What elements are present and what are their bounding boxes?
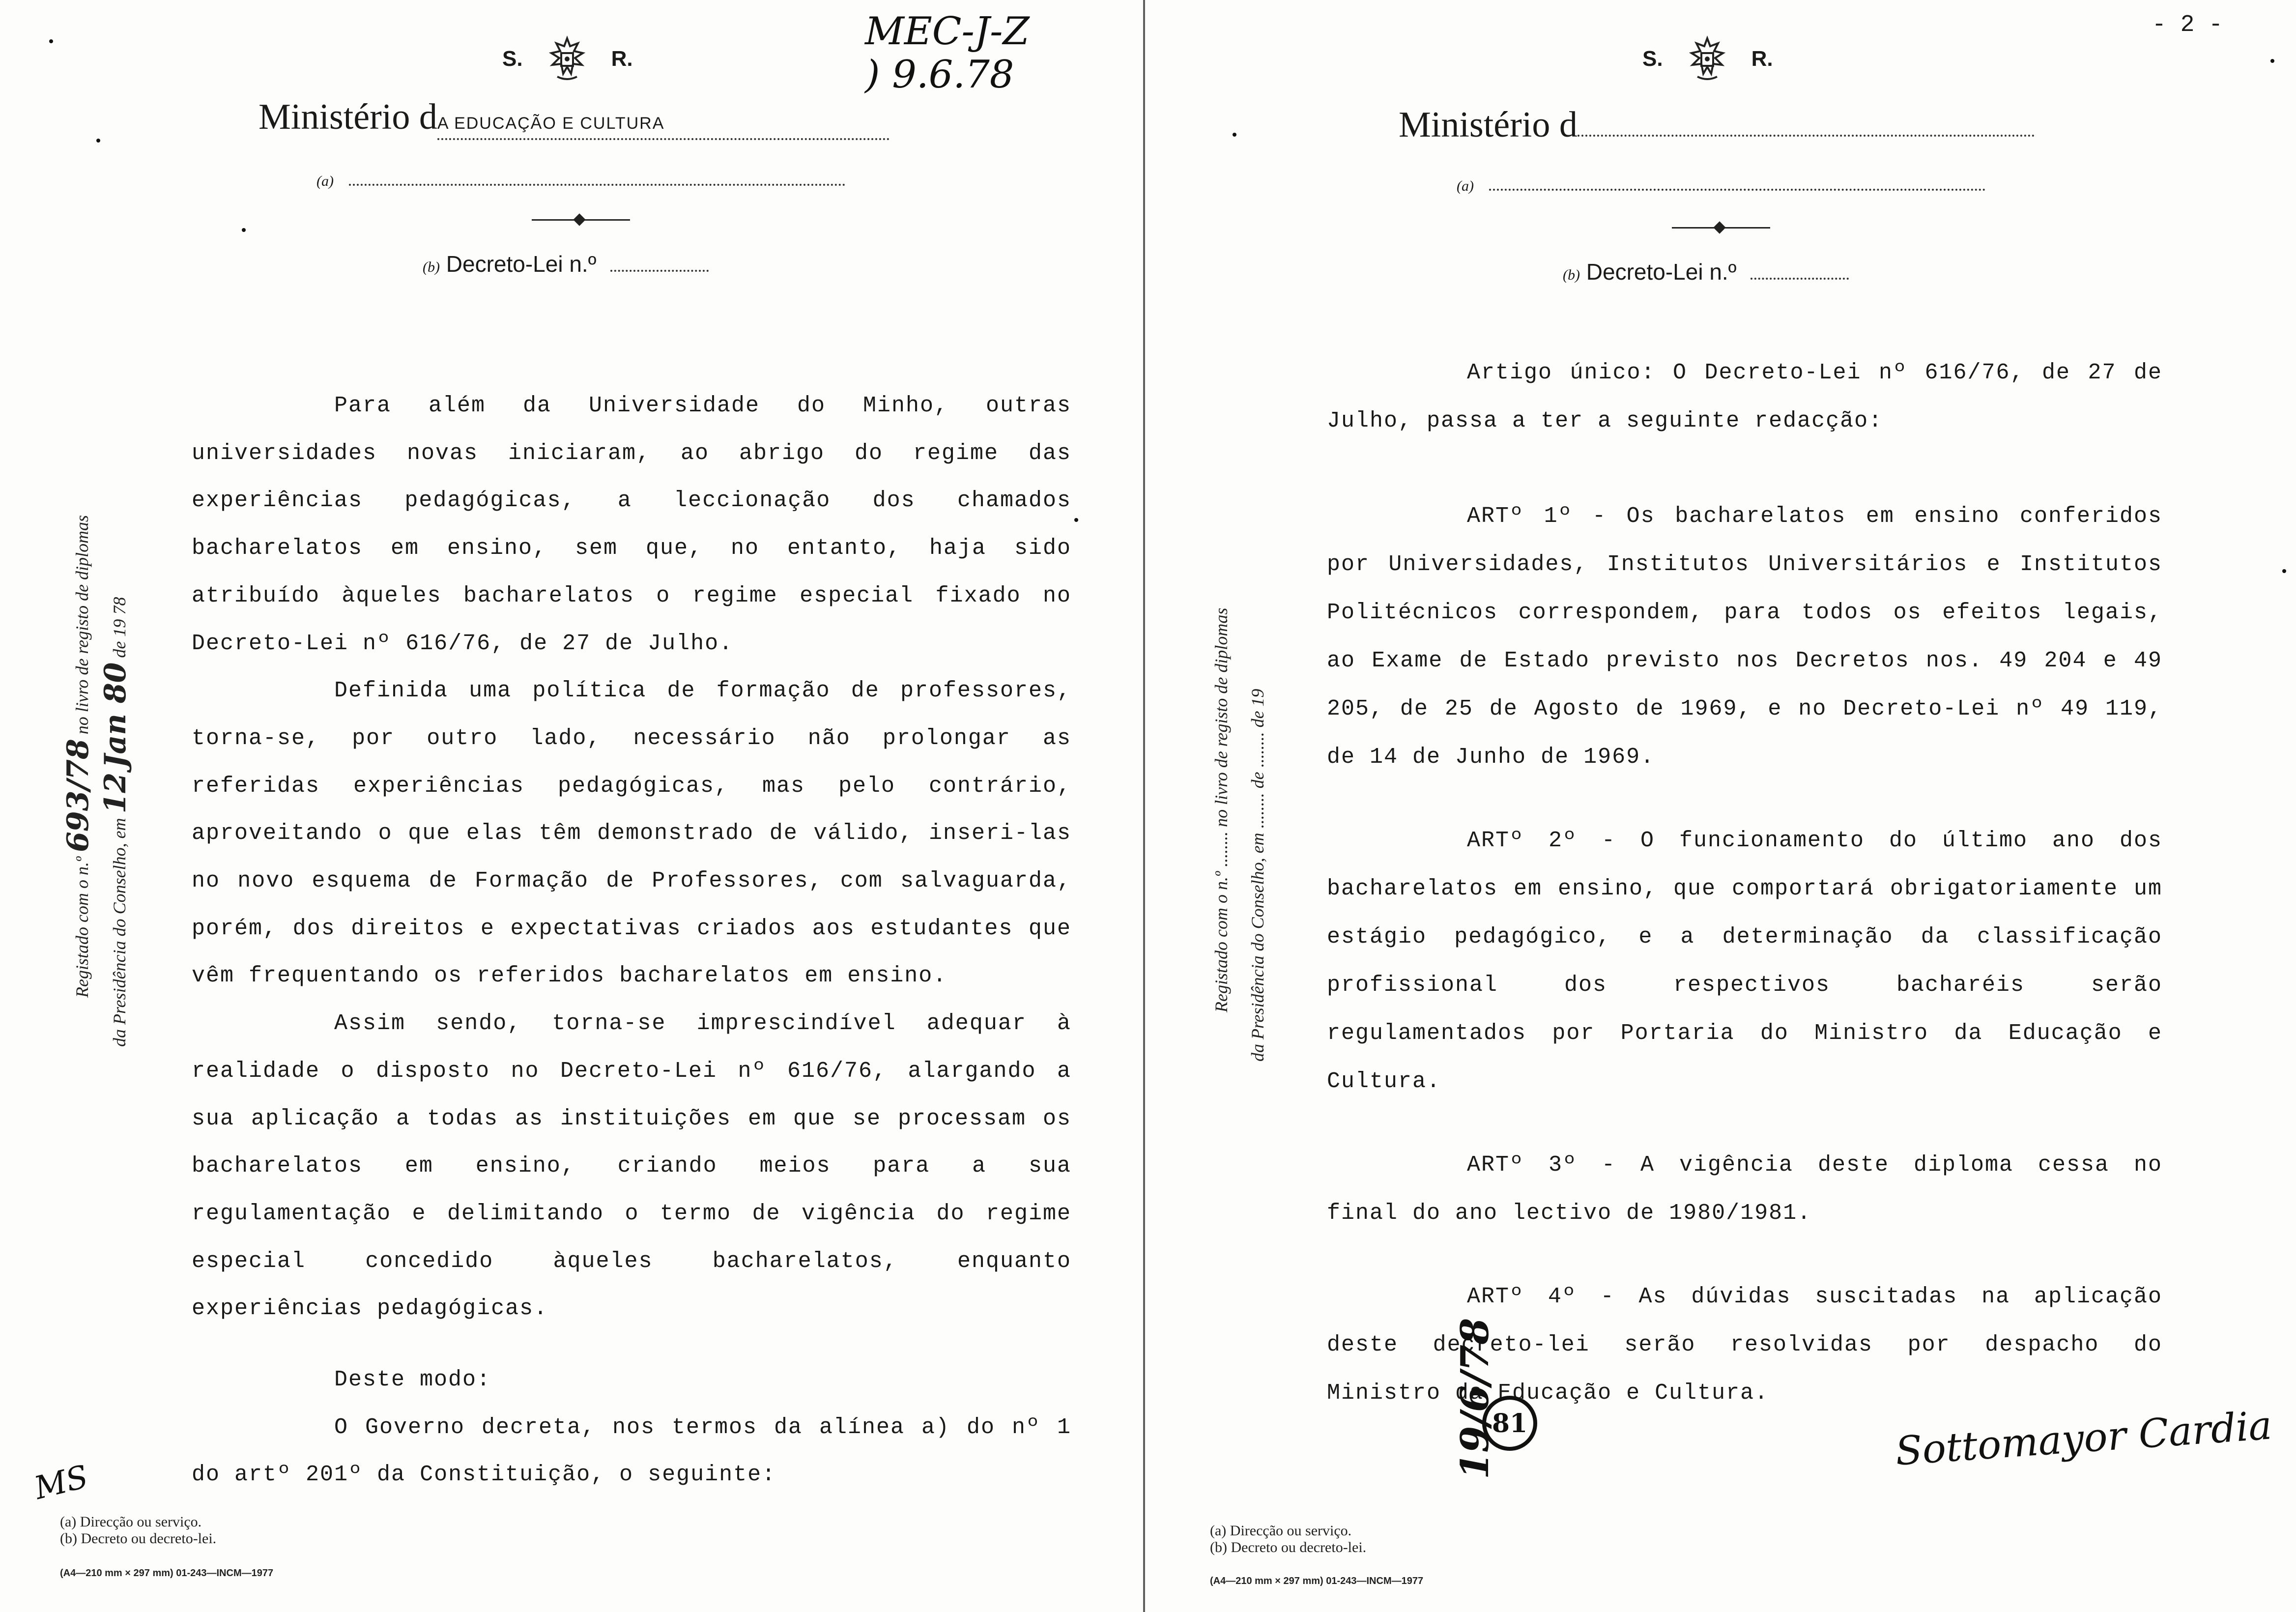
margin-register-line2: da Presidência do Conselho, em ........ de ........ de 19 bbox=[1248, 689, 1267, 1062]
minister-signature: Sottomayor Cardia bbox=[1894, 1402, 2273, 1474]
margin-register-line1 bbox=[61, 515, 95, 998]
scan-speck bbox=[2282, 569, 2286, 573]
article-unico: Artigo único: O Decreto-Lei nº 616/76, de 27 de Julho, passa a ter a seguinte redacção: bbox=[1327, 360, 2162, 433]
preamble-text bbox=[192, 382, 1071, 1499]
ministry-line bbox=[1399, 104, 2035, 146]
b-marker: (b) bbox=[1563, 267, 1580, 283]
ministry-prefix: Ministério d bbox=[1399, 105, 1578, 145]
header-initial-right: R. bbox=[611, 47, 633, 71]
scan-speck bbox=[96, 139, 100, 143]
ministry-name: A EDUCAÇÃO E CULTURA bbox=[437, 114, 665, 133]
handwritten-reference bbox=[865, 10, 1030, 96]
register-month: Jan 80 bbox=[98, 662, 133, 768]
paragraph-3: Assim sendo, torna-se imprescindível adequar à realidade o disposto no Decreto-Lei nº 616/76, alargando a sua aplicação a todas as instituições em que se processam os bacharelatos em ensino, criando meios para a sua regulamentação e delimitando o termo de vigência do regime especial concedido àqueles bacharelatos, enquanto experiências pedagógicas. bbox=[192, 1011, 1071, 1322]
page-header bbox=[1642, 34, 1773, 84]
register-date-prefix: da Presidência do Conselho, em bbox=[110, 818, 129, 1047]
page-number: - 2 - bbox=[2152, 12, 2223, 38]
footnotes bbox=[1210, 1523, 1366, 1556]
divider-rule bbox=[532, 219, 630, 221]
direction-line bbox=[1457, 178, 1985, 195]
footnote-b: (b) Decreto ou decreto-lei. bbox=[60, 1530, 217, 1547]
header-initial-left: S. bbox=[1642, 47, 1663, 71]
a-marker: (a) bbox=[316, 173, 334, 189]
article-3: ARTº 3º - A vigência deste diploma cessa no final do ano lectivo de 1980/1981. bbox=[1327, 1152, 2162, 1226]
decree-label: Decreto-Lei n.º bbox=[1586, 259, 1737, 285]
right-page bbox=[1148, 0, 2296, 1612]
footnotes bbox=[60, 1514, 216, 1547]
footnote-a: (a) Direcção ou serviço. bbox=[60, 1514, 202, 1530]
articles-text bbox=[1327, 349, 2162, 1453]
direction-line bbox=[316, 173, 845, 190]
page-fold bbox=[1143, 0, 1145, 1612]
scan-speck bbox=[1233, 133, 1236, 137]
paragraph-4: Deste modo: bbox=[334, 1367, 491, 1393]
register-number: 693/78 bbox=[61, 739, 95, 852]
coat-of-arms-icon bbox=[543, 34, 592, 84]
register-prefix: Registado com o n.º bbox=[72, 856, 92, 998]
scan-speck bbox=[242, 228, 246, 232]
handwritten-ref-line2: ) 9.6.78 bbox=[865, 53, 1014, 97]
footnote-a: (a) Direcção ou serviço. bbox=[1210, 1523, 1352, 1539]
divider-rule bbox=[1672, 227, 1770, 229]
paragraph-2: Definida uma política de formação de professores, torna-se, por outro lado, necessário não prolongar as referidas experiências pedagógicas, mas pelo contrário, aproveitando o que elas têm demonstrado de válido, inseri-las no novo esquema de Formação de Professores, com salvaguarda, porém, dos direitos e expectativas criados aos estudantes que vêm frequentando os referidos bacharelatos em ensino. bbox=[192, 678, 1071, 989]
form-code: (A4—210 mm × 297 mm) 01-243—INCM—1977 bbox=[60, 1568, 274, 1579]
paragraph-1: Para além da Universidade do Minho, outras universidades novas iniciaram, ao abrigo do regime das experiências pedagógicas, a leccionação dos chamados bacharelatos em ensino, sem que, no entanto, haja sido atribuído àqueles bacharelatos o regime especial fixado no Decreto-Lei nº 616/76, de 27 de Julho. bbox=[192, 393, 1071, 656]
footnote-b: (b) Decreto ou decreto-lei. bbox=[1210, 1539, 1367, 1555]
paragraph-5: O Governo decreta, nos termos da alínea a) do nº 1 do artº 201º da Constituição, o seguinte: bbox=[192, 1414, 1071, 1488]
article-2: ARTº 2º - O funcionamento do último ano dos bacharelatos em ensino, que comportará obrigatoriamente um estágio pedagógico, e a determinação da classificação profissional dos respectivos bacharéis serão regulamentados por Portaria do Ministro da Educação e Cultura. bbox=[1327, 828, 2162, 1094]
scan-speck bbox=[1074, 518, 1078, 522]
article-4: ARTº 4º - As dúvidas suscitadas na aplicação deste decreto-lei serão resolvidas por despacho do Ministro da Educação e Cultura. bbox=[1327, 1284, 2162, 1406]
coat-of-arms-icon bbox=[1683, 34, 1732, 84]
a-marker: (a) bbox=[1457, 178, 1474, 194]
decree-line bbox=[423, 251, 709, 277]
register-day: 12 bbox=[98, 772, 133, 814]
margin-register-line1: Registado com o n.º ........ no livro de registo de diplomas bbox=[1211, 607, 1231, 1012]
ministry-prefix: Ministério d bbox=[258, 97, 437, 137]
stamp-circle: 81 bbox=[1482, 1396, 1537, 1451]
header-initial-left: S. bbox=[502, 47, 523, 71]
register-year: de 19 78 bbox=[110, 597, 129, 658]
page-header bbox=[502, 34, 633, 84]
handwritten-ref-line1: MEC-J-Z bbox=[865, 9, 1030, 54]
initials-mark: MS bbox=[30, 1458, 92, 1507]
register-suffix: no livro de registo de diplomas bbox=[72, 515, 92, 735]
article-1: ARTº 1º - Os bacharelatos em ensino conferidos por Universidades, Institutos Universitários e Institutos Politécnicos correspondem, para todos os efeitos legais, ao Exame de Estado previsto nos Decretos nos. 49 204 e 49 205, de 25 de Agosto de 1969, e no Decreto-Lei nº 49 119, de 14 de Junho de 1969. bbox=[1327, 504, 2162, 770]
decree-line bbox=[1563, 259, 1849, 285]
ministry-line bbox=[258, 96, 890, 140]
scan-speck bbox=[2270, 59, 2274, 63]
decree-label: Decreto-Lei n.º bbox=[446, 251, 597, 277]
header-initial-right: R. bbox=[1751, 47, 1773, 71]
registration-stamp: 19/6/78 bbox=[1453, 1318, 1497, 1479]
b-marker: (b) bbox=[423, 259, 440, 275]
form-code: (A4—210 mm × 297 mm) 01-243—INCM—1977 bbox=[1210, 1576, 1424, 1586]
scan-speck bbox=[49, 39, 53, 43]
margin-register-line2 bbox=[98, 597, 133, 1047]
